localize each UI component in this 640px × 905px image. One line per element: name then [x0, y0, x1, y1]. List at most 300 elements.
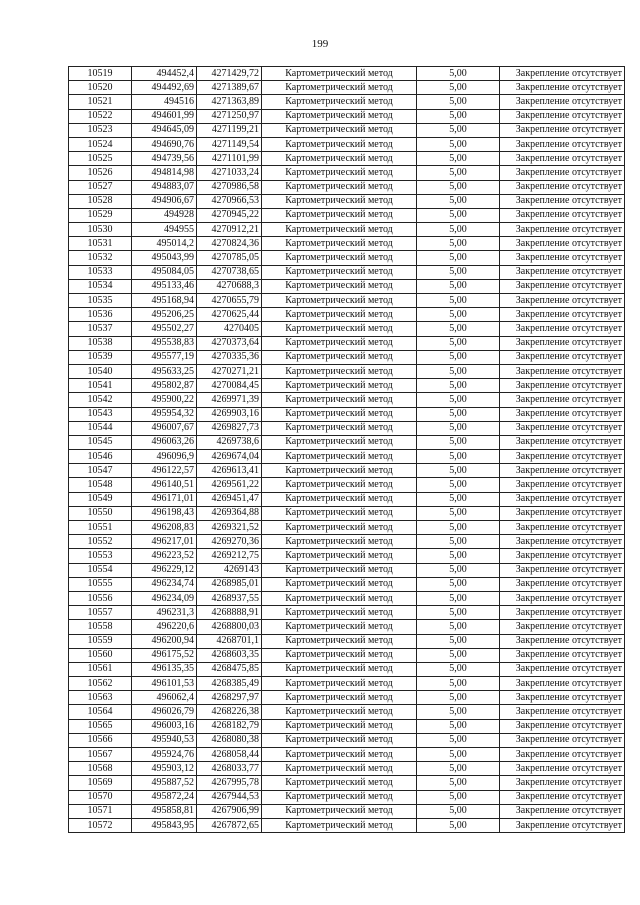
accuracy-cell: 5,00 [417, 379, 500, 393]
fixing-cell: Закрепление отсутствует [500, 194, 625, 208]
fixing-cell: Закрепление отсутствует [500, 322, 625, 336]
accuracy-cell: 5,00 [417, 677, 500, 691]
table-row [69, 733, 625, 747]
method-cell: Картометрический метод [262, 393, 417, 407]
table-row [69, 393, 625, 407]
y-coordinate-cell: 4271250,97 [197, 109, 262, 123]
x-coordinate-cell: 495843,95 [132, 818, 197, 832]
x-coordinate-cell: 495014,2 [132, 237, 197, 251]
table-row [69, 591, 625, 605]
y-coordinate-cell: 4269321,52 [197, 521, 262, 535]
accuracy-cell: 5,00 [417, 364, 500, 378]
point-number-cell: 10537 [69, 322, 132, 336]
x-coordinate-cell: 496217,01 [132, 535, 197, 549]
y-coordinate-cell: 4270335,36 [197, 350, 262, 364]
accuracy-cell: 5,00 [417, 804, 500, 818]
fixing-cell: Закрепление отсутствует [500, 662, 625, 676]
method-cell: Картометрический метод [262, 521, 417, 535]
y-coordinate-cell: 4268226,38 [197, 705, 262, 719]
table-row [69, 379, 625, 393]
y-coordinate-cell: 4270986,58 [197, 180, 262, 194]
x-coordinate-cell: 495858,81 [132, 804, 197, 818]
y-coordinate-cell: 4271389,67 [197, 81, 262, 95]
method-cell: Картометрический метод [262, 251, 417, 265]
method-cell: Картометрический метод [262, 223, 417, 237]
accuracy-cell: 5,00 [417, 81, 500, 95]
point-number-cell: 10548 [69, 478, 132, 492]
fixing-cell: Закрепление отсутствует [500, 407, 625, 421]
accuracy-cell: 5,00 [417, 577, 500, 591]
fixing-cell: Закрепление отсутствует [500, 620, 625, 634]
accuracy-cell: 5,00 [417, 152, 500, 166]
method-cell: Картометрический метод [262, 606, 417, 620]
table-row [69, 762, 625, 776]
accuracy-cell: 5,00 [417, 776, 500, 790]
fixing-cell: Закрепление отсутствует [500, 818, 625, 832]
table-row [69, 776, 625, 790]
fixing-cell: Закрепление отсутствует [500, 577, 625, 591]
x-coordinate-cell: 495633,25 [132, 364, 197, 378]
method-cell: Картометрический метод [262, 407, 417, 421]
table-row [69, 620, 625, 634]
fixing-cell: Закрепление отсутствует [500, 265, 625, 279]
point-number-cell: 10525 [69, 152, 132, 166]
point-number-cell: 10523 [69, 123, 132, 137]
method-cell: Картометрический метод [262, 81, 417, 95]
x-coordinate-cell: 496140,51 [132, 478, 197, 492]
table-row [69, 577, 625, 591]
table-row [69, 677, 625, 691]
table-row [69, 705, 625, 719]
y-coordinate-cell: 4268937,55 [197, 591, 262, 605]
y-coordinate-cell: 4270405 [197, 322, 262, 336]
table-row [69, 535, 625, 549]
table-row [69, 152, 625, 166]
fixing-cell: Закрепление отсутствует [500, 748, 625, 762]
method-cell: Картометрический метод [262, 464, 417, 478]
x-coordinate-cell: 494739,56 [132, 152, 197, 166]
fixing-cell: Закрепление отсутствует [500, 719, 625, 733]
y-coordinate-cell: 4268080,38 [197, 733, 262, 747]
table-row [69, 748, 625, 762]
method-cell: Картометрический метод [262, 648, 417, 662]
x-coordinate-cell: 494906,67 [132, 194, 197, 208]
table-row [69, 719, 625, 733]
table-row [69, 81, 625, 95]
accuracy-cell: 5,00 [417, 492, 500, 506]
y-coordinate-cell: 4271149,54 [197, 137, 262, 151]
accuracy-cell: 5,00 [417, 634, 500, 648]
y-coordinate-cell: 4268385,49 [197, 677, 262, 691]
table-row [69, 464, 625, 478]
y-coordinate-cell: 4269143 [197, 563, 262, 577]
fixing-cell: Закрепление отсутствует [500, 137, 625, 151]
fixing-cell: Закрепление отсутствует [500, 279, 625, 293]
method-cell: Картометрический метод [262, 492, 417, 506]
accuracy-cell: 5,00 [417, 705, 500, 719]
fixing-cell: Закрепление отсутствует [500, 294, 625, 308]
method-cell: Картометрический метод [262, 421, 417, 435]
point-number-cell: 10568 [69, 762, 132, 776]
table-row [69, 67, 625, 81]
method-cell: Картометрический метод [262, 506, 417, 520]
y-coordinate-cell: 4269827,73 [197, 421, 262, 435]
y-coordinate-cell: 4267944,53 [197, 790, 262, 804]
y-coordinate-cell: 4271429,72 [197, 67, 262, 81]
y-coordinate-cell: 4268603,35 [197, 648, 262, 662]
y-coordinate-cell: 4268182,79 [197, 719, 262, 733]
table-row [69, 435, 625, 449]
y-coordinate-cell: 4268297,97 [197, 691, 262, 705]
x-coordinate-cell: 495887,52 [132, 776, 197, 790]
x-coordinate-cell: 494645,09 [132, 123, 197, 137]
table-row [69, 549, 625, 563]
y-coordinate-cell: 4271363,89 [197, 95, 262, 109]
table-row [69, 506, 625, 520]
x-coordinate-cell: 495802,87 [132, 379, 197, 393]
x-coordinate-cell: 495168,94 [132, 294, 197, 308]
accuracy-cell: 5,00 [417, 294, 500, 308]
method-cell: Картометрический метод [262, 691, 417, 705]
method-cell: Картометрический метод [262, 634, 417, 648]
table-row [69, 478, 625, 492]
point-number-cell: 10519 [69, 67, 132, 81]
x-coordinate-cell: 495043,99 [132, 251, 197, 265]
table-row [69, 322, 625, 336]
point-number-cell: 10543 [69, 407, 132, 421]
method-cell: Картометрический метод [262, 152, 417, 166]
x-coordinate-cell: 494601,99 [132, 109, 197, 123]
x-coordinate-cell: 496208,83 [132, 521, 197, 535]
accuracy-cell: 5,00 [417, 450, 500, 464]
table-row [69, 223, 625, 237]
accuracy-cell: 5,00 [417, 464, 500, 478]
accuracy-cell: 5,00 [417, 95, 500, 109]
y-coordinate-cell: 4269270,36 [197, 535, 262, 549]
x-coordinate-cell: 495084,05 [132, 265, 197, 279]
y-coordinate-cell: 4268033,77 [197, 762, 262, 776]
accuracy-cell: 5,00 [417, 336, 500, 350]
fixing-cell: Закрепление отсутствует [500, 308, 625, 322]
accuracy-cell: 5,00 [417, 563, 500, 577]
point-number-cell: 10526 [69, 166, 132, 180]
x-coordinate-cell: 494883,07 [132, 180, 197, 194]
table-row [69, 95, 625, 109]
x-coordinate-cell: 494492,69 [132, 81, 197, 95]
fixing-cell: Закрепление отсутствует [500, 379, 625, 393]
fixing-cell: Закрепление отсутствует [500, 109, 625, 123]
accuracy-cell: 5,00 [417, 790, 500, 804]
table-row [69, 818, 625, 832]
point-number-cell: 10545 [69, 435, 132, 449]
method-cell: Картометрический метод [262, 279, 417, 293]
point-number-cell: 10521 [69, 95, 132, 109]
accuracy-cell: 5,00 [417, 180, 500, 194]
method-cell: Картометрический метод [262, 123, 417, 137]
method-cell: Картометрический метод [262, 435, 417, 449]
point-number-cell: 10530 [69, 223, 132, 237]
accuracy-cell: 5,00 [417, 535, 500, 549]
fixing-cell: Закрепление отсутствует [500, 691, 625, 705]
accuracy-cell: 5,00 [417, 719, 500, 733]
fixing-cell: Закрепление отсутствует [500, 223, 625, 237]
table-row [69, 166, 625, 180]
method-cell: Картометрический метод [262, 478, 417, 492]
table-row [69, 294, 625, 308]
method-cell: Картометрический метод [262, 95, 417, 109]
method-cell: Картометрический метод [262, 294, 417, 308]
fixing-cell: Закрепление отсутствует [500, 450, 625, 464]
point-number-cell: 10566 [69, 733, 132, 747]
y-coordinate-cell: 4270688,3 [197, 279, 262, 293]
fixing-cell: Закрепление отсутствует [500, 677, 625, 691]
y-coordinate-cell: 4269364,88 [197, 506, 262, 520]
x-coordinate-cell: 496003,16 [132, 719, 197, 733]
x-coordinate-cell: 495577,19 [132, 350, 197, 364]
accuracy-cell: 5,00 [417, 506, 500, 520]
x-coordinate-cell: 496223,52 [132, 549, 197, 563]
table-row [69, 251, 625, 265]
y-coordinate-cell: 4270738,65 [197, 265, 262, 279]
accuracy-cell: 5,00 [417, 606, 500, 620]
y-coordinate-cell: 4270373,64 [197, 336, 262, 350]
accuracy-cell: 5,00 [417, 762, 500, 776]
point-number-cell: 10556 [69, 591, 132, 605]
y-coordinate-cell: 4267995,78 [197, 776, 262, 790]
fixing-cell: Закрепление отсутствует [500, 478, 625, 492]
point-number-cell: 10553 [69, 549, 132, 563]
method-cell: Картометрический метод [262, 733, 417, 747]
accuracy-cell: 5,00 [417, 265, 500, 279]
method-cell: Картометрический метод [262, 577, 417, 591]
method-cell: Картометрический метод [262, 67, 417, 81]
fixing-cell: Закрепление отсутствует [500, 421, 625, 435]
method-cell: Картометрический метод [262, 549, 417, 563]
x-coordinate-cell: 496231,3 [132, 606, 197, 620]
x-coordinate-cell: 494955 [132, 223, 197, 237]
method-cell: Картометрический метод [262, 563, 417, 577]
point-number-cell: 10571 [69, 804, 132, 818]
method-cell: Картометрический метод [262, 705, 417, 719]
fixing-cell: Закрепление отсутствует [500, 393, 625, 407]
x-coordinate-cell: 496234,74 [132, 577, 197, 591]
point-number-cell: 10551 [69, 521, 132, 535]
x-coordinate-cell: 496026,79 [132, 705, 197, 719]
method-cell: Картометрический метод [262, 790, 417, 804]
point-number-cell: 10559 [69, 634, 132, 648]
fixing-cell: Закрепление отсутствует [500, 506, 625, 520]
accuracy-cell: 5,00 [417, 279, 500, 293]
page-number: 199 [311, 38, 329, 50]
x-coordinate-cell: 496171,01 [132, 492, 197, 506]
x-coordinate-cell: 496063,26 [132, 435, 197, 449]
method-cell: Картометрический метод [262, 350, 417, 364]
table-row [69, 450, 625, 464]
point-number-cell: 10536 [69, 308, 132, 322]
fixing-cell: Закрепление отсутствует [500, 776, 625, 790]
fixing-cell: Закрепление отсутствует [500, 208, 625, 222]
x-coordinate-cell: 494690,76 [132, 137, 197, 151]
method-cell: Картометрический метод [262, 109, 417, 123]
fixing-cell: Закрепление отсутствует [500, 123, 625, 137]
x-coordinate-cell: 495502,27 [132, 322, 197, 336]
accuracy-cell: 5,00 [417, 251, 500, 265]
table-row [69, 634, 625, 648]
y-coordinate-cell: 4267872,65 [197, 818, 262, 832]
table-row [69, 237, 625, 251]
point-number-cell: 10561 [69, 662, 132, 676]
method-cell: Картометрический метод [262, 308, 417, 322]
accuracy-cell: 5,00 [417, 237, 500, 251]
accuracy-cell: 5,00 [417, 308, 500, 322]
x-coordinate-cell: 494452,4 [132, 67, 197, 81]
table-row [69, 421, 625, 435]
fixing-cell: Закрепление отсутствует [500, 634, 625, 648]
x-coordinate-cell: 495872,24 [132, 790, 197, 804]
point-number-cell: 10560 [69, 648, 132, 662]
method-cell: Картометрический метод [262, 450, 417, 464]
accuracy-cell: 5,00 [417, 393, 500, 407]
method-cell: Картометрический метод [262, 379, 417, 393]
point-number-cell: 10550 [69, 506, 132, 520]
method-cell: Картометрический метод [262, 620, 417, 634]
method-cell: Картометрический метод [262, 662, 417, 676]
x-coordinate-cell: 495903,12 [132, 762, 197, 776]
x-coordinate-cell: 495924,76 [132, 748, 197, 762]
accuracy-cell: 5,00 [417, 648, 500, 662]
fixing-cell: Закрепление отсутствует [500, 563, 625, 577]
y-coordinate-cell: 4268985,01 [197, 577, 262, 591]
coordinates-table [68, 66, 625, 833]
method-cell: Картометрический метод [262, 180, 417, 194]
accuracy-cell: 5,00 [417, 350, 500, 364]
point-number-cell: 10533 [69, 265, 132, 279]
x-coordinate-cell: 496234,09 [132, 591, 197, 605]
y-coordinate-cell: 4267906,99 [197, 804, 262, 818]
y-coordinate-cell: 4268058,44 [197, 748, 262, 762]
method-cell: Картометрический метод [262, 818, 417, 832]
accuracy-cell: 5,00 [417, 194, 500, 208]
table-row [69, 804, 625, 818]
fixing-cell: Закрепление отсутствует [500, 648, 625, 662]
method-cell: Картометрический метод [262, 535, 417, 549]
y-coordinate-cell: 4270966,53 [197, 194, 262, 208]
accuracy-cell: 5,00 [417, 67, 500, 81]
x-coordinate-cell: 496007,67 [132, 421, 197, 435]
fixing-cell: Закрепление отсутствует [500, 535, 625, 549]
accuracy-cell: 5,00 [417, 549, 500, 563]
accuracy-cell: 5,00 [417, 748, 500, 762]
y-coordinate-cell: 4268701,1 [197, 634, 262, 648]
accuracy-cell: 5,00 [417, 208, 500, 222]
y-coordinate-cell: 4270785,05 [197, 251, 262, 265]
point-number-cell: 10540 [69, 364, 132, 378]
fixing-cell: Закрепление отсутствует [500, 435, 625, 449]
x-coordinate-cell: 494516 [132, 95, 197, 109]
method-cell: Картометрический метод [262, 166, 417, 180]
point-number-cell: 10538 [69, 336, 132, 350]
table-row [69, 194, 625, 208]
table-row [69, 208, 625, 222]
method-cell: Картометрический метод [262, 762, 417, 776]
fixing-cell: Закрепление отсутствует [500, 705, 625, 719]
point-number-cell: 10563 [69, 691, 132, 705]
y-coordinate-cell: 4269561,22 [197, 478, 262, 492]
x-coordinate-cell: 496062,4 [132, 691, 197, 705]
point-number-cell: 10569 [69, 776, 132, 790]
point-number-cell: 10567 [69, 748, 132, 762]
table-row [69, 691, 625, 705]
y-coordinate-cell: 4271101,99 [197, 152, 262, 166]
fixing-cell: Закрепление отсутствует [500, 492, 625, 506]
table-row [69, 790, 625, 804]
fixing-cell: Закрепление отсутствует [500, 166, 625, 180]
x-coordinate-cell: 494928 [132, 208, 197, 222]
table-row [69, 521, 625, 535]
fixing-cell: Закрепление отсутствует [500, 790, 625, 804]
fixing-cell: Закрепление отсутствует [500, 591, 625, 605]
point-number-cell: 10544 [69, 421, 132, 435]
accuracy-cell: 5,00 [417, 166, 500, 180]
fixing-cell: Закрепление отсутствует [500, 180, 625, 194]
table-body [69, 67, 625, 833]
method-cell: Картометрический метод [262, 322, 417, 336]
y-coordinate-cell: 4270945,22 [197, 208, 262, 222]
x-coordinate-cell: 495133,46 [132, 279, 197, 293]
fixing-cell: Закрепление отсутствует [500, 521, 625, 535]
accuracy-cell: 5,00 [417, 421, 500, 435]
method-cell: Картометрический метод [262, 265, 417, 279]
accuracy-cell: 5,00 [417, 591, 500, 605]
accuracy-cell: 5,00 [417, 322, 500, 336]
fixing-cell: Закрепление отсутствует [500, 67, 625, 81]
method-cell: Картометрический метод [262, 336, 417, 350]
fixing-cell: Закрепление отсутствует [500, 95, 625, 109]
point-number-cell: 10522 [69, 109, 132, 123]
method-cell: Картометрический метод [262, 719, 417, 733]
fixing-cell: Закрепление отсутствует [500, 733, 625, 747]
table-row [69, 123, 625, 137]
point-number-cell: 10557 [69, 606, 132, 620]
y-coordinate-cell: 4268800,03 [197, 620, 262, 634]
table-row [69, 492, 625, 506]
x-coordinate-cell: 496122,57 [132, 464, 197, 478]
x-coordinate-cell: 496175,52 [132, 648, 197, 662]
accuracy-cell: 5,00 [417, 478, 500, 492]
y-coordinate-cell: 4269212,75 [197, 549, 262, 563]
x-coordinate-cell: 496096,9 [132, 450, 197, 464]
table-row [69, 180, 625, 194]
point-number-cell: 10541 [69, 379, 132, 393]
table-row [69, 137, 625, 151]
table-row [69, 407, 625, 421]
x-coordinate-cell: 495900,22 [132, 393, 197, 407]
point-number-cell: 10570 [69, 790, 132, 804]
table-row [69, 279, 625, 293]
fixing-cell: Закрепление отсутствует [500, 81, 625, 95]
x-coordinate-cell: 496101,53 [132, 677, 197, 691]
accuracy-cell: 5,00 [417, 521, 500, 535]
x-coordinate-cell: 496135,35 [132, 662, 197, 676]
method-cell: Картометрический метод [262, 237, 417, 251]
table-row [69, 350, 625, 364]
fixing-cell: Закрепление отсутствует [500, 364, 625, 378]
x-coordinate-cell: 494814,98 [132, 166, 197, 180]
accuracy-cell: 5,00 [417, 109, 500, 123]
accuracy-cell: 5,00 [417, 620, 500, 634]
x-coordinate-cell: 496200,94 [132, 634, 197, 648]
point-number-cell: 10558 [69, 620, 132, 634]
